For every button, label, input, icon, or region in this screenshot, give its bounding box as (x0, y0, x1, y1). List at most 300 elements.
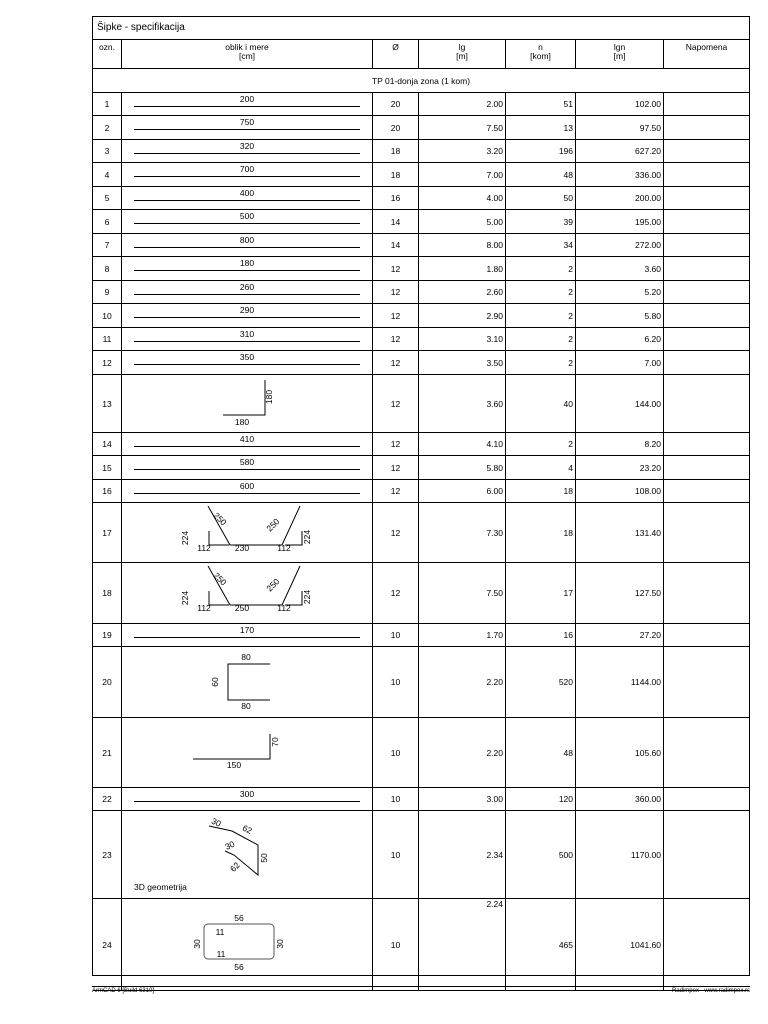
row-napomena (664, 281, 749, 303)
n-value: 40 (563, 398, 573, 409)
lg-value: 3.10 (486, 334, 503, 344)
diameter-value: 12 (390, 357, 401, 368)
dim-a1: 30 (209, 815, 223, 829)
dim-a2: 30 (223, 838, 237, 852)
diameter-value: 14 (390, 216, 401, 227)
diameter-value: 18 (390, 169, 401, 180)
row-napomena (664, 456, 749, 479)
dim-horizontal: 150 (226, 760, 242, 770)
row-shape (122, 187, 373, 209)
row-lg (419, 281, 506, 303)
bar-line (134, 469, 360, 470)
row-diameter (373, 351, 419, 374)
row-n (506, 163, 576, 186)
l-bar-shape (193, 734, 270, 759)
lgn-value: 5.80 (644, 310, 661, 321)
table-row (93, 375, 749, 433)
row-lgn (576, 187, 664, 209)
row-ozn (93, 563, 122, 623)
bar-length-label: 800 (239, 235, 255, 245)
table-row (93, 480, 749, 503)
row-lg (419, 433, 506, 455)
lgn-value: 272.00 (635, 240, 661, 250)
row-n (506, 116, 576, 139)
diameter-value: 16 (390, 193, 401, 203)
closed-stirrup-shape (204, 924, 274, 959)
diameter-value: 10 (390, 849, 401, 860)
row-lg (419, 480, 506, 502)
table-row (93, 281, 749, 304)
bar-line (134, 247, 360, 248)
row-lgn (576, 140, 664, 162)
row-lg (419, 210, 506, 233)
footer-company: Radimpex - www.radimpex.rs (671, 988, 750, 994)
lg-value: 6.00 (486, 486, 503, 496)
bar-line (134, 446, 360, 447)
row-lg (419, 647, 506, 717)
bar-length-label: 600 (239, 481, 255, 491)
header-diameter: Ø (373, 40, 419, 68)
row-ozn (93, 163, 122, 186)
row-n (506, 788, 576, 810)
bar-length-label: 170 (239, 625, 255, 635)
row-shape (122, 234, 373, 256)
diameter-value: 14 (390, 240, 401, 250)
row-lg (419, 503, 506, 562)
table-row (93, 328, 749, 351)
dim-horizontal: 180 (234, 417, 250, 427)
row-shape (122, 116, 373, 139)
row-napomena (664, 304, 749, 327)
bar-length-label: 750 (239, 117, 255, 127)
row-napomena (664, 718, 749, 787)
row-diameter (373, 503, 419, 562)
row-shape (122, 375, 373, 432)
diameter-value: 12 (390, 588, 401, 598)
row-ozn (93, 328, 122, 350)
ozn-value: 7 (104, 240, 110, 250)
bar-line (134, 270, 360, 271)
n-value: 4 (568, 462, 573, 473)
row-shape (122, 647, 373, 717)
table-row (93, 304, 749, 328)
ozn-value: 11 (102, 334, 112, 344)
row-diameter (373, 647, 419, 717)
row-diameter (373, 234, 419, 256)
row-lg (419, 351, 506, 374)
dim-left-diagonal: 250 (211, 570, 229, 588)
n-value: 2 (568, 287, 573, 297)
lg-value: 8.00 (486, 240, 503, 250)
bar-shape-drawing (122, 899, 372, 991)
ozn-value: 1 (104, 99, 110, 109)
n-value: 2 (568, 310, 573, 321)
bar-length-label: 400 (239, 188, 255, 198)
row-napomena (664, 480, 749, 502)
dim-c: 50 (259, 853, 269, 863)
lg-value: 3.20 (486, 146, 503, 156)
diameter-value: 10 (390, 747, 401, 758)
diameter-value: 12 (390, 439, 401, 449)
row-lg (419, 788, 506, 810)
diameter-value: 12 (390, 310, 401, 321)
row-lgn (576, 93, 664, 115)
dim-left-horizontal: 112 (197, 543, 211, 553)
row-napomena (664, 163, 749, 186)
row-ozn (93, 116, 122, 139)
row-diameter (373, 304, 419, 327)
n-value: 17 (563, 588, 573, 598)
bar-line (134, 801, 360, 802)
n-value: 34 (563, 240, 573, 250)
row-napomena (664, 647, 749, 717)
row-lgn (576, 328, 664, 350)
row-ozn (93, 210, 122, 233)
row-diameter (373, 624, 419, 646)
ozn-value: 5 (104, 193, 110, 203)
row-lg (419, 718, 506, 787)
row-diameter (373, 456, 419, 479)
row-napomena (664, 503, 749, 562)
row-napomena (664, 433, 749, 455)
ozn-value: 2 (104, 122, 110, 133)
diameter-value: 20 (390, 122, 401, 133)
ozn-value: 18 (102, 588, 112, 598)
table-row (93, 93, 749, 116)
bar-shape-drawing (122, 375, 372, 433)
row-lg (419, 811, 506, 898)
lgn-value: 5.20 (644, 287, 661, 297)
ozn-value: 23 (102, 849, 112, 860)
bar-length-label: 300 (239, 789, 255, 799)
row-lgn (576, 433, 664, 455)
row-shape (122, 718, 373, 787)
row-n (506, 718, 576, 787)
n-value: 500 (558, 849, 573, 860)
bar-line (134, 341, 360, 342)
row-lgn (576, 480, 664, 502)
lgn-value: 3.60 (644, 263, 661, 274)
row-shape (122, 210, 373, 233)
bar-length-label: 180 (239, 258, 255, 268)
n-value: 18 (563, 527, 573, 538)
row-shape (122, 433, 373, 455)
bar-shape-drawing (122, 563, 372, 624)
lg-value: 2.20 (486, 747, 503, 758)
dim-b1: 62 (240, 822, 254, 836)
table-row (93, 624, 749, 647)
row-n (506, 480, 576, 502)
ozn-value: 20 (102, 677, 112, 687)
bar-line (134, 153, 360, 154)
table-row (93, 811, 749, 899)
row-shape (122, 899, 373, 990)
table-row (93, 187, 749, 210)
row-shape (122, 140, 373, 162)
dim-left: 30 (192, 939, 202, 949)
table-row (93, 899, 749, 991)
row-ozn (93, 351, 122, 374)
ozn-value: 15 (102, 462, 112, 473)
ozn-value: 14 (102, 439, 112, 449)
row-lgn (576, 304, 664, 327)
ozn-value: 16 (102, 486, 112, 496)
row-n (506, 351, 576, 374)
row-shape (122, 788, 373, 810)
ozn-value: 24 (102, 939, 112, 950)
row-lg (419, 304, 506, 327)
table-row (93, 140, 749, 163)
n-value: 196 (558, 146, 573, 156)
dim-right-diagonal: 250 (264, 576, 282, 594)
row-lg (419, 563, 506, 623)
n-value: 50 (563, 193, 573, 203)
diameter-value: 20 (390, 99, 401, 109)
bar-length-label: 320 (239, 141, 255, 151)
row-n (506, 281, 576, 303)
lgn-value: 27.20 (639, 630, 661, 640)
table-row (93, 503, 749, 563)
row-napomena (664, 811, 749, 898)
row-shape (122, 328, 373, 350)
row-lgn (576, 788, 664, 810)
row-diameter (373, 116, 419, 139)
diameter-value: 18 (390, 146, 401, 156)
diameter-value: 10 (390, 794, 401, 804)
row-shape (122, 480, 373, 502)
bar-line (134, 200, 360, 201)
row-diameter (373, 433, 419, 455)
lg-value: 7.50 (486, 122, 503, 133)
row-napomena (664, 116, 749, 139)
lgn-value: 200.00 (635, 193, 661, 203)
diameter-value: 12 (390, 263, 401, 274)
dim-left-horizontal: 112 (197, 603, 211, 613)
lgn-value: 105.60 (635, 747, 661, 758)
lgn-value: 1170.00 (630, 849, 661, 860)
n-value: 51 (563, 99, 573, 109)
lgn-value: 144.00 (635, 398, 661, 409)
dim-inner-top: 11 (215, 927, 225, 937)
n-value: 48 (563, 747, 573, 758)
diameter-value: 12 (390, 462, 401, 473)
n-value: 2 (568, 263, 573, 274)
row-ozn (93, 234, 122, 256)
lgn-value: 97.50 (639, 122, 661, 133)
table-row (93, 563, 749, 624)
row-ozn (93, 647, 122, 717)
row-n (506, 563, 576, 623)
row-napomena (664, 899, 749, 990)
bar-line (134, 294, 360, 295)
bar-line (134, 637, 360, 638)
table-header (93, 40, 749, 69)
row-shape (122, 456, 373, 479)
row-napomena (664, 140, 749, 162)
row-lg (419, 163, 506, 186)
row-n (506, 375, 576, 432)
header-lg: lg [m] (419, 40, 506, 68)
row-napomena (664, 375, 749, 432)
row-lgn (576, 647, 664, 717)
lgn-value: 108.00 (635, 486, 661, 496)
n-value: 520 (558, 677, 573, 687)
lgn-value: 127.50 (635, 588, 661, 598)
row-lgn (576, 563, 664, 623)
row-ozn (93, 624, 122, 646)
dim-inner-bottom: 11 (216, 949, 226, 959)
geometry-note: 3D geometrija (134, 882, 187, 892)
table-row (93, 788, 749, 811)
dim-side: 60 (210, 677, 220, 687)
row-n (506, 456, 576, 479)
diameter-value: 12 (390, 527, 401, 538)
u-bar-shape (228, 664, 270, 700)
lg-value: 2.34 (486, 849, 503, 860)
lgn-value: 8.20 (644, 439, 661, 449)
bar-line (134, 176, 360, 177)
ozn-value: 9 (104, 287, 110, 297)
row-lgn (576, 116, 664, 139)
row-lg (419, 328, 506, 350)
row-lg (419, 187, 506, 209)
row-ozn (93, 503, 122, 562)
lgn-value: 6.20 (644, 334, 661, 344)
ozn-value: 3 (104, 146, 110, 156)
sheet-title: Šipke - specifikacija (93, 17, 749, 40)
row-diameter (373, 480, 419, 502)
lg-value: 5.80 (486, 462, 503, 473)
dim-top: 56 (234, 913, 244, 923)
bar-line (134, 317, 360, 318)
table-row (93, 257, 749, 281)
row-ozn (93, 718, 122, 787)
row-napomena (664, 563, 749, 623)
row-diameter (373, 210, 419, 233)
lg-value: 3.00 (486, 794, 503, 804)
row-n (506, 328, 576, 350)
row-napomena (664, 187, 749, 209)
row-lgn (576, 234, 664, 256)
row-ozn (93, 257, 122, 280)
bar-length-label: 310 (239, 329, 255, 339)
row-ozn (93, 433, 122, 455)
ozn-value: 13 (102, 398, 112, 409)
diameter-value: 10 (390, 677, 401, 687)
diameter-value: 12 (390, 398, 401, 409)
row-n (506, 433, 576, 455)
table-row (93, 210, 749, 234)
row-napomena (664, 351, 749, 374)
bar-length-label: 290 (239, 305, 255, 315)
lgn-value: 627.20 (635, 146, 661, 156)
row-napomena (664, 234, 749, 256)
n-value: 2 (568, 439, 573, 449)
dim-bottom: 80 (241, 701, 251, 711)
row-shape (122, 163, 373, 186)
row-napomena (664, 93, 749, 115)
lgn-value: 195.00 (635, 216, 661, 227)
row-lgn (576, 718, 664, 787)
table-row (93, 116, 749, 140)
row-diameter (373, 375, 419, 432)
ozn-value: 10 (102, 310, 112, 321)
row-napomena (664, 210, 749, 233)
lgn-value: 360.00 (635, 794, 661, 804)
bar-length-label: 410 (239, 434, 255, 444)
row-n (506, 647, 576, 717)
row-n (506, 624, 576, 646)
header-napomena: Napomena (685, 42, 728, 52)
lgn-value: 1144.00 (630, 677, 661, 687)
row-n (506, 304, 576, 327)
lgn-value: 7.00 (644, 357, 661, 368)
table-row (93, 234, 749, 257)
bar-length-label: 260 (239, 282, 255, 292)
n-value: 48 (563, 169, 573, 180)
lg-value: 7.50 (486, 588, 503, 598)
row-lg (419, 456, 506, 479)
dim-vertical: 70 (270, 737, 280, 747)
n-value: 465 (558, 939, 573, 950)
bar-length-label: 580 (239, 457, 255, 467)
ozn-value: 22 (102, 794, 112, 804)
row-lgn (576, 257, 664, 280)
diameter-value: 10 (390, 939, 401, 950)
dim-left-diagonal: 250 (211, 510, 229, 528)
dim-left-vertical: 224 (180, 530, 190, 546)
diameter-value: 12 (390, 334, 401, 344)
ozn-value: 19 (102, 630, 112, 640)
specification-sheet (92, 16, 750, 976)
bar-length-label: 700 (239, 164, 255, 174)
row-n (506, 899, 576, 990)
row-shape (122, 304, 373, 327)
row-shape (122, 351, 373, 374)
row-ozn (93, 788, 122, 810)
dim-bottom: 56 (234, 962, 244, 972)
row-n (506, 234, 576, 256)
dim-left-vertical: 224 (180, 590, 190, 606)
row-diameter (373, 788, 419, 810)
lg-value: 1.80 (486, 263, 503, 274)
row-diameter (373, 899, 419, 990)
row-n (506, 93, 576, 115)
lg-value: 4.10 (486, 439, 503, 449)
n-value: 39 (563, 216, 573, 227)
row-ozn (93, 456, 122, 479)
lg-value: 4.00 (486, 193, 503, 203)
ozn-value: 12 (102, 357, 112, 368)
row-lg (419, 93, 506, 115)
row-diameter (373, 140, 419, 162)
row-shape (122, 93, 373, 115)
row-ozn (93, 811, 122, 898)
row-lgn (576, 456, 664, 479)
row-lgn (576, 811, 664, 898)
row-ozn (93, 93, 122, 115)
row-lgn (576, 624, 664, 646)
table-row (93, 718, 749, 788)
dim-right-vertical: 224 (302, 589, 312, 605)
lg-value: 3.60 (486, 398, 503, 409)
row-ozn (93, 375, 122, 432)
dim-right-diagonal: 250 (264, 516, 282, 534)
lgn-value: 102.00 (635, 99, 661, 109)
n-value: 13 (563, 122, 573, 133)
row-lgn (576, 503, 664, 562)
row-lgn (576, 163, 664, 186)
